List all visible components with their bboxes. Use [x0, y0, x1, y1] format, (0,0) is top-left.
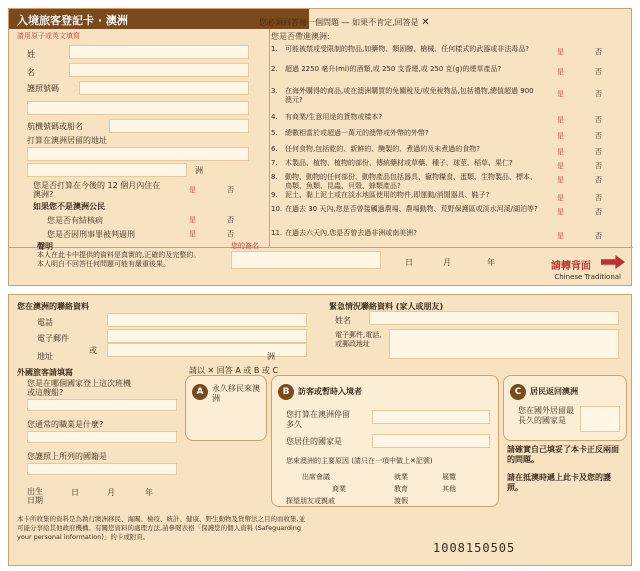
customs-no-5[interactable]: 否: [595, 132, 602, 140]
question-number: 4.: [271, 113, 278, 121]
contact-title: 您在澳洲的聯絡資料: [17, 302, 89, 311]
customs-no-4[interactable]: 否: [595, 116, 602, 124]
must-answer-label: 您必須回答每一個問題 — 如果不肯定,回答是 ✕: [259, 17, 430, 28]
visit-reason-option[interactable]: 展覽: [442, 473, 456, 481]
crime-yes[interactable]: 是: [189, 230, 196, 238]
declaration-title: 聲明: [37, 242, 53, 251]
question-number: 6.: [271, 145, 278, 153]
contact-address-label: 地址: [37, 352, 53, 361]
signature-field[interactable]: [231, 251, 381, 269]
dob-day: 日: [71, 488, 79, 497]
phone-field[interactable]: [107, 313, 307, 327]
mark-instruction: 請以 ✕ 回答 A 或 B 或 C: [189, 366, 279, 375]
turn-over-label: 請轉背面: [551, 261, 591, 272]
question-number: 3.: [271, 87, 278, 95]
question-number: 10.: [271, 205, 283, 213]
emergency-name-label: 姓名: [335, 316, 351, 325]
year-label: 年: [487, 258, 495, 267]
visit-reason-question: 您來澳洲的主要原因 (請只在一項中做上✕記號): [286, 457, 433, 465]
customs-yes-7[interactable]: 是: [557, 162, 564, 170]
tb-yes[interactable]: 是: [189, 216, 196, 224]
passport-field[interactable]: [79, 81, 249, 95]
privacy-footer: 本卡所收集的資料是為執行澳洲移民、海關、檢疫、統計、健康、野生動物及貨幣法之目的而收集,並可能分享給其他政府機構。有關您資料的處理方法,請參閱表格「保護您的個人資料 (Safeguarding your personal information)」的卡或附頁。: [17, 515, 306, 541]
card-title: 入境旅客登記卡 · 澳洲: [9, 9, 309, 29]
address-field-1[interactable]: [27, 147, 249, 161]
stay-question: 您是否打算在今後的 12 個月內住在澳洲?: [33, 181, 161, 199]
customs-yes-9[interactable]: 是: [557, 194, 564, 202]
visit-reason-option[interactable]: 就業: [394, 473, 408, 481]
surname-field[interactable]: [69, 45, 249, 59]
stay-yes[interactable]: 是: [189, 186, 196, 194]
customs-no-3[interactable]: 否: [595, 90, 602, 98]
occupation-question: 您通常的職業是什麼?: [27, 420, 104, 429]
email-field[interactable]: [107, 329, 307, 343]
option-b-title: 訪客或暫時入境者: [298, 387, 362, 396]
address-field-2[interactable]: [27, 163, 187, 177]
state-label: 洲: [195, 166, 203, 175]
customs-no-11[interactable]: 否: [595, 232, 602, 240]
signature-label: 您的簽名: [231, 242, 259, 250]
address-label: 打算在澳洲居留的地址: [27, 136, 107, 145]
reminder-both-sides: 請確實自己填妥了本卡正反兩面的問題。: [507, 445, 619, 464]
question-number: 1.: [271, 45, 278, 53]
or-label: 或: [89, 346, 97, 355]
customs-question-6: 任何食物,包括乾的、新鮮的、醃製的、煮過的及未煮過的食物?: [285, 145, 480, 153]
passport-extra-field[interactable]: [27, 101, 249, 115]
passport-label: 護照號碼: [27, 84, 59, 93]
customs-no-6[interactable]: 否: [595, 148, 602, 156]
day-label: 日: [405, 258, 413, 267]
option-a-badge: A: [192, 384, 208, 400]
arrival-card-front: [8, 8, 632, 286]
contact-address-field[interactable]: [107, 343, 307, 357]
longest-stay-field[interactable]: [580, 406, 620, 432]
flight-field[interactable]: [109, 119, 249, 133]
customs-yes-10[interactable]: 是: [557, 208, 564, 216]
crime-question: 您是否因刑事罪被判過刑: [47, 230, 135, 239]
customs-question-5: 總數相當於或超過一萬元的澳幣或外幣的外幣?: [285, 129, 429, 137]
nationality-field[interactable]: [27, 463, 177, 475]
customs-no-7[interactable]: 否: [595, 162, 602, 170]
customs-question-4: 有商業/生意用途的貨物或樣本?: [285, 113, 383, 121]
given-name-field[interactable]: [69, 63, 249, 77]
customs-question-3: 在海外購得的商品,或在澳洲購買的免關稅及/或免稅物品,包括禮物,總值超過 900 澳元?: [285, 87, 534, 104]
option-c-panel[interactable]: [503, 375, 627, 441]
question-number: 11.: [271, 229, 283, 237]
contact-state-label: 洲: [267, 352, 275, 361]
customs-yes-6[interactable]: 是: [557, 148, 564, 156]
stay-no[interactable]: 否: [227, 186, 234, 194]
residence-country-field[interactable]: [372, 434, 490, 448]
stay-duration-question: 您打算在澳洲停留多久: [286, 410, 350, 429]
customs-yes-5[interactable]: 是: [557, 132, 564, 140]
boarding-country-question: 您是在哪個國家登上這次班機或這艘船?: [27, 379, 131, 397]
question-number: 2.: [271, 65, 278, 73]
customs-question-8: 動物、動物的任何部份、動物產品包括器具、寵物糧食、蛋類、生物製品、標本、鳥類、魚類、昆蟲、貝殼、蜂類產品?: [285, 173, 537, 190]
customs-no-10[interactable]: 否: [595, 208, 602, 216]
option-a-panel[interactable]: [185, 375, 267, 441]
customs-no-2[interactable]: 否: [595, 68, 602, 76]
occupation-field[interactable]: [27, 431, 177, 443]
emergency-title: 緊急情況聯絡資料 (家人或朋友): [329, 302, 444, 311]
surname-label: 姓: [27, 50, 35, 59]
customs-question-1: 可能被禁或受限制的物品,如藥物、類固醇、槍械、任何樣式的武器或非法毒品?: [285, 45, 529, 53]
customs-yes-4[interactable]: 是: [557, 116, 564, 124]
option-b-panel[interactable]: [271, 375, 499, 507]
card-subtitle: 請用原子或英文填寫: [17, 32, 80, 40]
language-label: Chinese Traditional: [554, 273, 621, 281]
emergency-contact-label: 電子郵件,電話,或郵政地址: [335, 331, 382, 348]
customs-yes-3[interactable]: 是: [557, 90, 564, 98]
customs-yes-11[interactable]: 是: [557, 232, 564, 240]
visit-reason-option[interactable]: 教育: [394, 485, 408, 493]
customs-question-7: 木製品、植物、植物的部份、傳統藥材或草藥、種子、球莖、稻草、果仁?: [285, 159, 513, 167]
customs-yes-8[interactable]: 是: [557, 176, 564, 184]
boarding-country-field[interactable]: [27, 399, 177, 411]
phone-label: 電話: [37, 318, 53, 327]
customs-question-10: 在過去 30 天內,您是否曾接觸過農場、農場動物、荒野保護區或淡水河溪/湖泊等?: [285, 205, 538, 213]
visit-reason-option[interactable]: 出席會議: [302, 473, 330, 481]
visit-reason-option[interactable]: 探望朋友或親戚: [286, 497, 335, 505]
option-c-badge: C: [510, 384, 526, 400]
longest-stay-question: 您在國外居留最長久的國家是: [518, 406, 574, 425]
visit-reason-option[interactable]: 渡假: [394, 497, 408, 505]
question-number: 8.: [271, 173, 278, 181]
emergency-contact-field[interactable]: [389, 329, 619, 359]
option-a-label: 永久移民來澳洲: [212, 384, 260, 403]
declaration-text: 本人在此卡中提供的資料是真實的,正確的及完整的。本人明白不回答任何問題可能有嚴重後果。: [37, 251, 201, 268]
month-label: 月: [443, 258, 451, 267]
signature-divider: [9, 247, 633, 248]
emergency-name-field[interactable]: [369, 311, 619, 325]
arrival-card-back: [8, 294, 632, 566]
reminder-passport: 請在抵澳時遞上此卡及您的護照。: [507, 473, 611, 492]
question-number: 9.: [271, 191, 278, 199]
email-label: 電子郵件: [37, 334, 69, 343]
foreign-title: 外國旅客請填寫: [17, 368, 73, 377]
option-b-badge: B: [278, 384, 294, 400]
customs-question-2: 超過 2250 毫升(ml)的酒類,或 250 支香煙,或 250 克(g)的煙草產品?: [285, 65, 502, 73]
customs-question-11: 在過去六天內,您是否曾去過非洲或南美洲?: [285, 229, 417, 237]
dob-month: 月: [107, 488, 115, 497]
residence-country-question: 您居住的國家是: [286, 437, 342, 446]
customs-no-1[interactable]: 否: [595, 48, 602, 56]
card-serial-number: 1008150505: [433, 541, 516, 555]
visit-reason-option[interactable]: 其他: [442, 485, 456, 493]
crime-no[interactable]: 否: [227, 230, 234, 238]
customs-no-9[interactable]: 否: [595, 194, 602, 202]
question-number: 7.: [271, 159, 278, 167]
customs-yes-2[interactable]: 是: [557, 68, 564, 76]
stay-duration-field[interactable]: [372, 410, 490, 424]
tb-question: 您是否有結核病: [47, 216, 103, 225]
question-number: 5.: [271, 129, 278, 137]
customs-no-8[interactable]: 否: [595, 176, 602, 184]
noncitizen-label: 如果您不是澳洲公民: [33, 202, 105, 211]
customs-question-9: 泥土、黏上泥土或在淡水地區使用的物件,即運動/消閒器具、鞋子?: [285, 191, 490, 199]
customs-yes-1[interactable]: 是: [557, 48, 564, 56]
flight-label: 航機號碼或船名: [27, 122, 83, 131]
dob-year: 年: [145, 488, 153, 497]
given-name-label: 名: [27, 68, 35, 77]
cross-icon: ✕: [421, 17, 430, 28]
nationality-question: 您護照上所列的國籍是: [27, 452, 107, 461]
column-divider: [269, 29, 270, 247]
visit-reason-option[interactable]: 商業: [332, 485, 346, 493]
arrow-right-icon: [601, 255, 625, 269]
option-c-label: 居民返回澳洲: [530, 387, 578, 396]
dob-label: 出生日期: [27, 487, 43, 505]
bring-in-label: 您是否帶進澳洲:: [271, 32, 330, 41]
tb-no[interactable]: 否: [227, 216, 234, 224]
